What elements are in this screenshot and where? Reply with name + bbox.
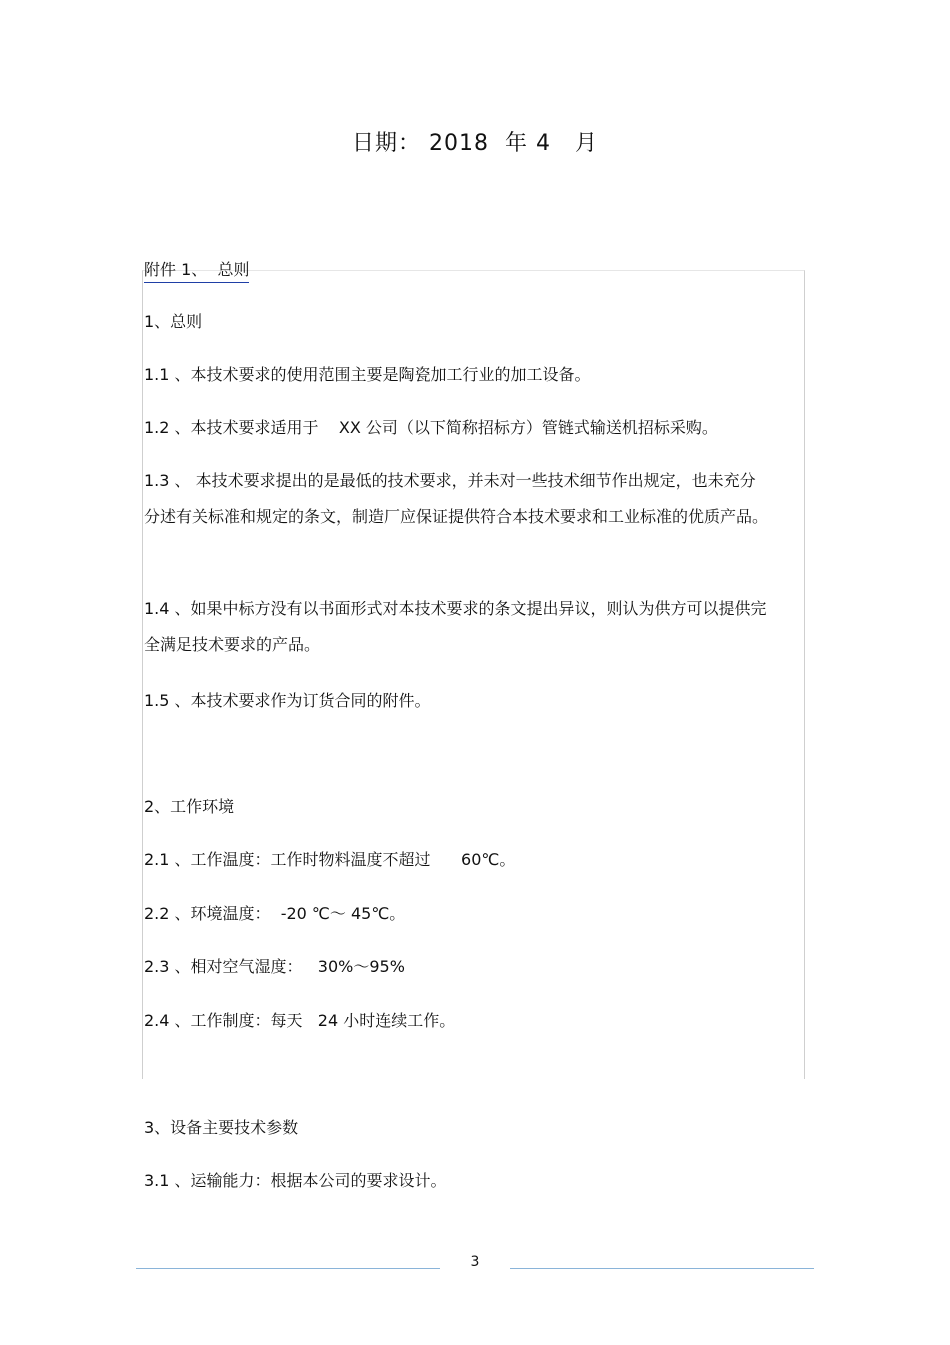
clause-2-1: 2.1 、工作温度：工作时物料温度不超过 60℃。 bbox=[144, 850, 516, 869]
clause-1-5: 1.5 、本技术要求作为订货合同的附件。 bbox=[144, 691, 431, 710]
clause-2-3: 2.3 、相对空气湿度： 30%～95% bbox=[144, 957, 405, 976]
page-number: 3 bbox=[470, 1254, 480, 1270]
section-1-title: 1、总则 bbox=[144, 312, 203, 331]
clause-3-1: 3.1 、运输能力：根据本公司的要求设计。 bbox=[144, 1171, 447, 1190]
clause-1-4: 1.4 、如果中标方没有以书面形式对本技术要求的条文提出异议，则认为供方可以提供完全满足技术要求的产品。 bbox=[144, 599, 767, 654]
footer-rule-right bbox=[510, 1268, 814, 1269]
document-date bbox=[0, 126, 950, 157]
date-label: 日期： bbox=[351, 131, 421, 156]
clause-1-1: 1.1 、本技术要求的使用范围主要是陶瓷加工行业的加工设备。 bbox=[144, 365, 591, 384]
clause-2-4: 2.4 、工作制度：每天 24 小时连续工作。 bbox=[144, 1011, 456, 1030]
date-year: 2018 bbox=[429, 131, 489, 156]
attachment-1-link[interactable]: 附件 1、 总则 bbox=[144, 257, 249, 283]
date-month-unit: 月 bbox=[575, 131, 599, 156]
section-3-title: 3、设备主要技术参数 bbox=[144, 1118, 299, 1137]
clause-1-3: 1.3 、 本技术要求提出的是最低的技术要求，并未对一些技术细节作出规定，也未充分分述有关标准和规定的条文，制造厂应保证提供符合本技术要求和工业标准的优质产品。 bbox=[144, 471, 769, 526]
date-year-unit: 年 bbox=[505, 131, 529, 156]
section-2-title: 2、工作环境 bbox=[144, 797, 235, 816]
clause-2-2: 2.2 、环境温度： -20 ℃～ 45℃。 bbox=[144, 904, 406, 923]
clause-1-2: 1.2 、本技术要求适用于 XX 公司（以下简称招标方）管链式输送机招标采购。 bbox=[144, 418, 718, 437]
date-month: 4 bbox=[536, 131, 552, 156]
footer-rule-left bbox=[136, 1268, 440, 1269]
